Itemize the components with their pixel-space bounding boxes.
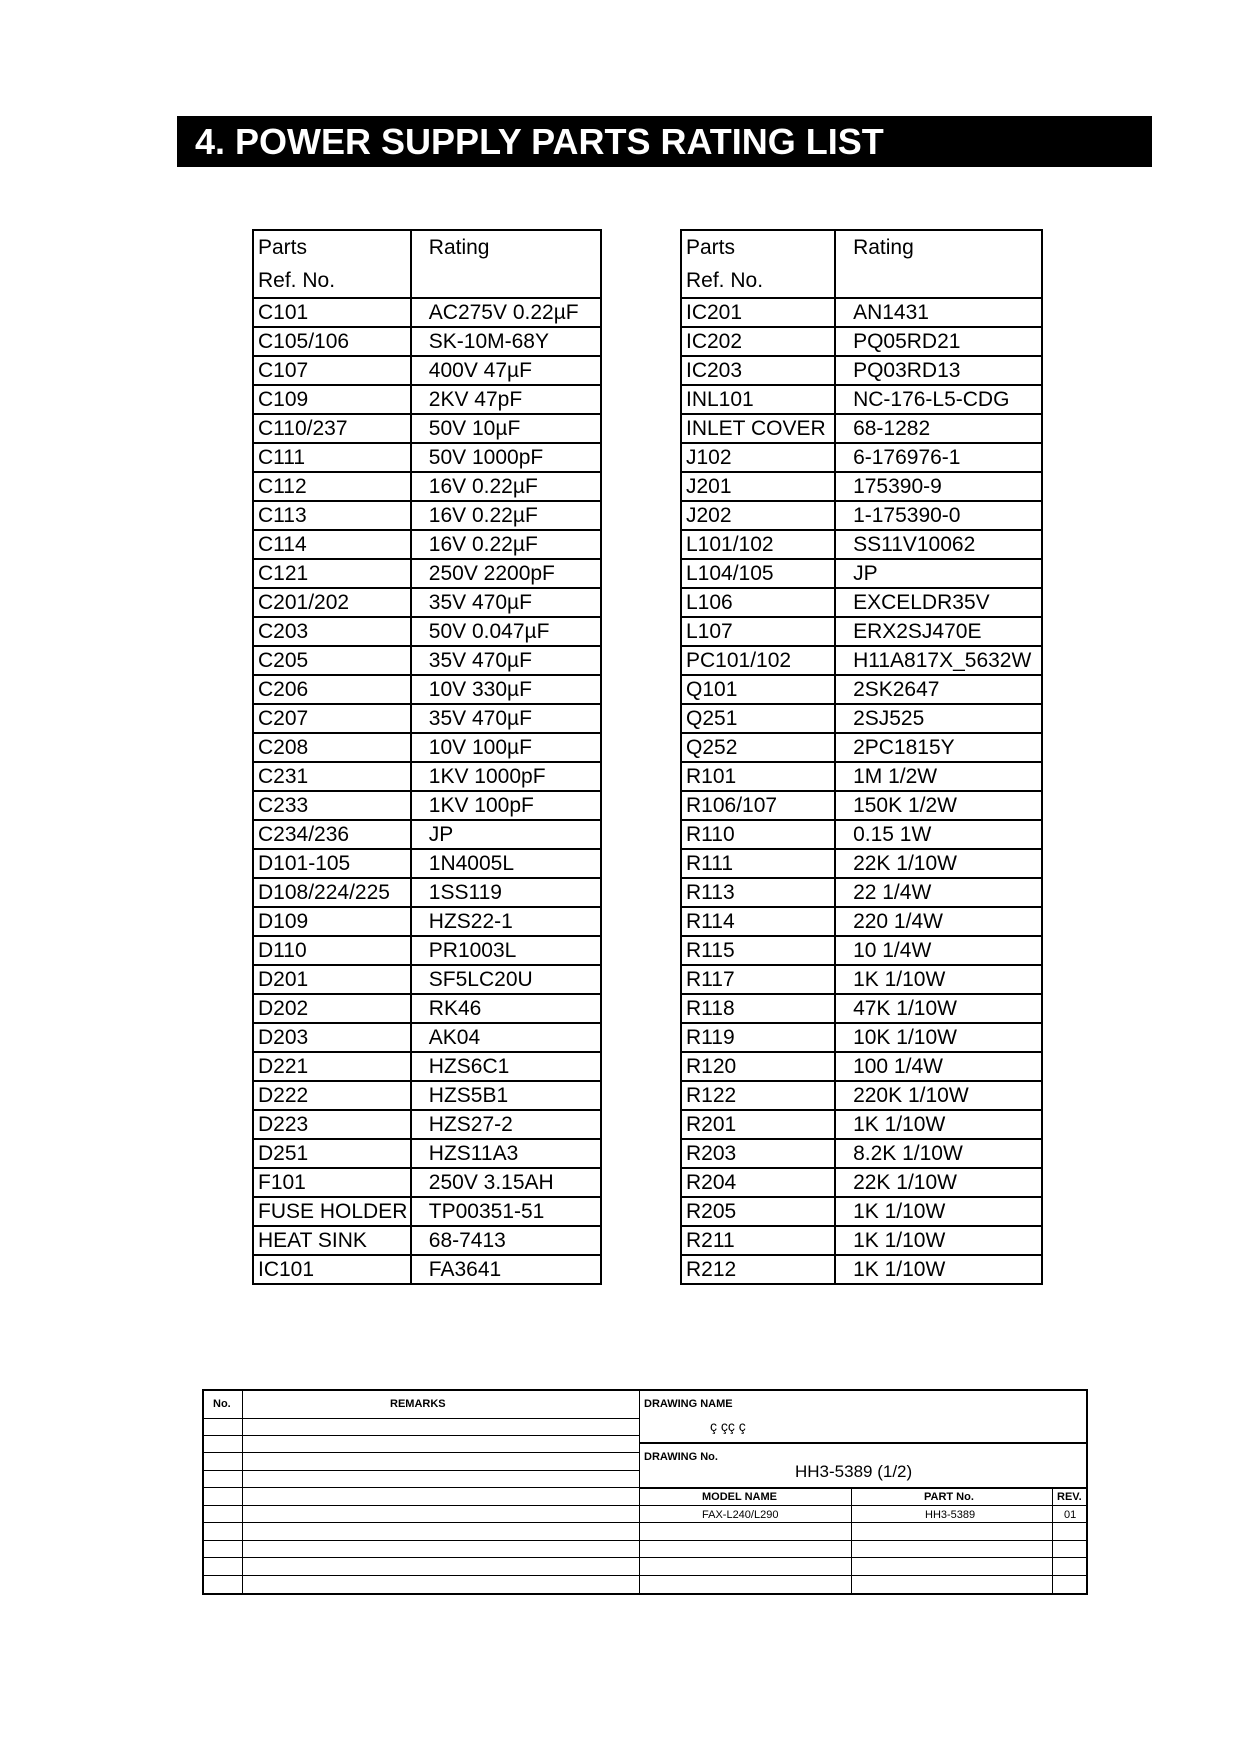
part-rating: HZS11A3 <box>411 1139 601 1168</box>
part-ref-no: C113 <box>253 501 411 530</box>
part-rating: SF5LC20U <box>411 965 601 994</box>
part-ref-no: D251 <box>253 1139 411 1168</box>
part-rating: 2SK2647 <box>835 675 1042 704</box>
part-rating: 1K 1/10W <box>835 1110 1042 1139</box>
part-no-label: PART No. <box>924 1491 974 1503</box>
part-rating: TP00351-51 <box>411 1197 601 1226</box>
table-row <box>253 1255 601 1284</box>
part-ref-no: C107 <box>253 356 411 385</box>
part-ref-no: J102 <box>681 443 835 472</box>
part-ref-no: J201 <box>681 472 835 501</box>
table-row <box>681 733 1042 762</box>
table-row <box>681 936 1042 965</box>
table-row <box>681 1168 1042 1197</box>
part-ref-no: R118 <box>681 994 835 1023</box>
part-rating: HZS6C1 <box>411 1052 601 1081</box>
part-ref-no: IC202 <box>681 327 835 356</box>
part-ref-no: C208 <box>253 733 411 762</box>
part-ref-no: R203 <box>681 1139 835 1168</box>
part-rating: 0.15 1W <box>835 820 1042 849</box>
table-row <box>253 472 601 501</box>
table-row <box>681 820 1042 849</box>
part-rating: 10V 100µF <box>411 733 601 762</box>
table-header-row <box>681 230 1042 298</box>
part-ref-no: R122 <box>681 1081 835 1110</box>
part-rating: HZS22-1 <box>411 907 601 936</box>
part-rating: 250V 2200pF <box>411 559 601 588</box>
part-ref-no: C233 <box>253 791 411 820</box>
part-rating: 10K 1/10W <box>835 1023 1042 1052</box>
part-rating: 35V 470µF <box>411 646 601 675</box>
table-row <box>253 675 601 704</box>
part-ref-no: C121 <box>253 559 411 588</box>
table-row <box>253 327 601 356</box>
part-rating: 1K 1/10W <box>835 965 1042 994</box>
part-rating: PQ03RD13 <box>835 356 1042 385</box>
part-rating: 50V 10µF <box>411 414 601 443</box>
part-rating: 68-7413 <box>411 1226 601 1255</box>
table-row <box>681 791 1042 820</box>
table-row <box>681 1139 1042 1168</box>
rev-value: 01 <box>1064 1509 1077 1521</box>
table-row <box>253 385 601 414</box>
grid-line <box>202 1418 639 1419</box>
page-title: 4. POWER SUPPLY PARTS RATING LIST <box>177 116 1152 167</box>
grid-line <box>202 1540 639 1541</box>
table-row <box>681 994 1042 1023</box>
part-rating: 150K 1/2W <box>835 791 1042 820</box>
table-row <box>681 646 1042 675</box>
part-ref-no: C111 <box>253 443 411 472</box>
header-ref-no-label: Ref. No. <box>686 269 764 292</box>
header-parts-ref-no <box>681 230 835 298</box>
part-ref-no: C207 <box>253 704 411 733</box>
part-rating: 16V 0.22µF <box>411 472 601 501</box>
part-ref-no: R110 <box>681 820 835 849</box>
part-ref-no: D110 <box>253 936 411 965</box>
part-ref-no: C203 <box>253 617 411 646</box>
table-row <box>253 1023 601 1052</box>
part-ref-no: C110/237 <box>253 414 411 443</box>
part-rating: 35V 470µF <box>411 704 601 733</box>
part-ref-no: L106 <box>681 588 835 617</box>
part-rating: 35V 470µF <box>411 588 601 617</box>
grid-line <box>202 1435 639 1436</box>
part-ref-no: R204 <box>681 1168 835 1197</box>
table-row <box>681 762 1042 791</box>
table-row <box>253 559 601 588</box>
model-name-label: MODEL NAME <box>702 1491 777 1503</box>
part-ref-no: C109 <box>253 385 411 414</box>
part-rating: PR1003L <box>411 936 601 965</box>
grid-line <box>202 1522 639 1523</box>
header-rating <box>411 230 601 298</box>
drawing-no-label: DRAWING No. <box>644 1451 718 1463</box>
table-row <box>681 385 1042 414</box>
grid-line <box>639 1487 1088 1489</box>
part-rating: 220K 1/10W <box>835 1081 1042 1110</box>
table-row <box>681 530 1042 559</box>
part-rating: 400V 47µF <box>411 356 601 385</box>
table-row <box>253 791 601 820</box>
rev-label: REV. <box>1057 1491 1082 1503</box>
part-rating: 50V 1000pF <box>411 443 601 472</box>
header-parts-label: Parts <box>686 236 736 259</box>
part-rating: 1M 1/2W <box>835 762 1042 791</box>
part-ref-no: D222 <box>253 1081 411 1110</box>
table-row <box>253 501 601 530</box>
table-row <box>681 1110 1042 1139</box>
table-row <box>681 617 1042 646</box>
part-rating: 47K 1/10W <box>835 994 1042 1023</box>
table-row <box>681 472 1042 501</box>
header-parts-ref-no <box>253 230 411 298</box>
table-row <box>253 298 601 327</box>
part-rating: 2KV 47pF <box>411 385 601 414</box>
part-rating: 16V 0.22µF <box>411 501 601 530</box>
part-ref-no: R113 <box>681 878 835 907</box>
part-ref-no: Q251 <box>681 704 835 733</box>
parts-rating-table-left <box>252 229 602 1285</box>
part-rating: 1K 1/10W <box>835 1255 1042 1284</box>
table-row <box>681 501 1042 530</box>
table-row <box>253 1197 601 1226</box>
part-ref-no: R115 <box>681 936 835 965</box>
table-row <box>681 1255 1042 1284</box>
part-rating: JP <box>835 559 1042 588</box>
part-rating: 1KV 1000pF <box>411 762 601 791</box>
part-ref-no: D223 <box>253 1110 411 1139</box>
part-rating: 175390-9 <box>835 472 1042 501</box>
part-rating: 2PC1815Y <box>835 733 1042 762</box>
part-rating: 22 1/4W <box>835 878 1042 907</box>
part-rating: JP <box>411 820 601 849</box>
part-rating: 100 1/4W <box>835 1052 1042 1081</box>
part-ref-no: R114 <box>681 907 835 936</box>
part-ref-no: D221 <box>253 1052 411 1081</box>
part-rating: FA3641 <box>411 1255 601 1284</box>
table-row <box>253 356 601 385</box>
table-row <box>253 1226 601 1255</box>
table-row <box>681 356 1042 385</box>
table-row <box>253 965 601 994</box>
part-ref-no: R101 <box>681 762 835 791</box>
table-row <box>681 588 1042 617</box>
part-ref-no: R201 <box>681 1110 835 1139</box>
grid-line <box>639 1540 1088 1541</box>
part-ref-no: C112 <box>253 472 411 501</box>
table-row <box>253 994 601 1023</box>
grid-line <box>202 1557 639 1558</box>
part-ref-no: J202 <box>681 501 835 530</box>
table-row <box>681 443 1042 472</box>
part-rating: 1N4005L <box>411 849 601 878</box>
part-ref-no: D201 <box>253 965 411 994</box>
table-row <box>681 675 1042 704</box>
part-ref-no: FUSE HOLDER <box>253 1197 411 1226</box>
part-rating: HZS5B1 <box>411 1081 601 1110</box>
part-rating: 68-1282 <box>835 414 1042 443</box>
table-row <box>253 733 601 762</box>
table-row <box>253 1168 601 1197</box>
grid-line <box>242 1389 243 1595</box>
table-row <box>253 704 601 733</box>
grid-line <box>202 1487 639 1488</box>
part-ref-no: R120 <box>681 1052 835 1081</box>
part-ref-no: C201/202 <box>253 588 411 617</box>
part-ref-no: C234/236 <box>253 820 411 849</box>
table-row <box>681 907 1042 936</box>
part-rating: 6-176976-1 <box>835 443 1042 472</box>
table-row <box>681 878 1042 907</box>
part-ref-no: PC101/102 <box>681 646 835 675</box>
table-row <box>253 936 601 965</box>
grid-line <box>639 1522 1088 1523</box>
table-row <box>253 1052 601 1081</box>
header-parts-label: Parts <box>258 236 308 259</box>
table-row <box>253 443 601 472</box>
table-row <box>681 559 1042 588</box>
grid-line <box>202 1452 639 1453</box>
table-row <box>253 414 601 443</box>
table-row <box>681 327 1042 356</box>
part-rating: 10V 330µF <box>411 675 601 704</box>
part-rating: 1K 1/10W <box>835 1197 1042 1226</box>
part-rating: 22K 1/10W <box>835 849 1042 878</box>
part-no-value: HH3-5389 <box>925 1509 976 1521</box>
part-rating: 1-175390-0 <box>835 501 1042 530</box>
grid-line <box>202 1505 639 1506</box>
table-row <box>681 1226 1042 1255</box>
table-row <box>253 646 601 675</box>
table-row <box>253 1139 601 1168</box>
part-rating: SS11V10062 <box>835 530 1042 559</box>
part-ref-no: R106/107 <box>681 791 835 820</box>
part-ref-no: F101 <box>253 1168 411 1197</box>
part-ref-no: IC101 <box>253 1255 411 1284</box>
table-row <box>253 1081 601 1110</box>
part-ref-no: IC201 <box>681 298 835 327</box>
table-row <box>681 704 1042 733</box>
table-row <box>253 530 601 559</box>
part-ref-no: INL101 <box>681 385 835 414</box>
part-ref-no: D109 <box>253 907 411 936</box>
table-row <box>253 849 601 878</box>
part-rating: ERX2SJ470E <box>835 617 1042 646</box>
part-ref-no: Q101 <box>681 675 835 704</box>
grid-line <box>639 1442 1088 1444</box>
part-ref-no: L101/102 <box>681 530 835 559</box>
part-ref-no: R212 <box>681 1255 835 1284</box>
part-ref-no: D203 <box>253 1023 411 1052</box>
table-row <box>253 1110 601 1139</box>
part-rating: 1SS119 <box>411 878 601 907</box>
header-rating <box>835 230 1042 298</box>
grid-line <box>639 1557 1088 1558</box>
part-rating: AC275V 0.22µF <box>411 298 601 327</box>
part-rating: 10 1/4W <box>835 936 1042 965</box>
part-rating: 2SJ525 <box>835 704 1042 733</box>
header-rating-label: Rating <box>853 236 914 259</box>
part-rating: 16V 0.22µF <box>411 530 601 559</box>
part-ref-no: C206 <box>253 675 411 704</box>
part-ref-no: Q252 <box>681 733 835 762</box>
part-ref-no: D202 <box>253 994 411 1023</box>
part-ref-no: IC203 <box>681 356 835 385</box>
part-ref-no: HEAT SINK <box>253 1226 411 1255</box>
part-rating: 50V 0.047µF <box>411 617 601 646</box>
part-ref-no: R117 <box>681 965 835 994</box>
part-rating: EXCELDR35V <box>835 588 1042 617</box>
table-row <box>681 1197 1042 1226</box>
table-row <box>681 849 1042 878</box>
part-ref-no: R205 <box>681 1197 835 1226</box>
grid-line <box>639 1575 1088 1576</box>
part-ref-no: D101-105 <box>253 849 411 878</box>
remarks-label: REMARKS <box>390 1398 446 1410</box>
part-ref-no: L107 <box>681 617 835 646</box>
part-ref-no: C205 <box>253 646 411 675</box>
table-row <box>681 414 1042 443</box>
drawing-name-value: ç çç ç <box>710 1418 746 1434</box>
part-rating: 1K 1/10W <box>835 1226 1042 1255</box>
part-rating: AK04 <box>411 1023 601 1052</box>
part-ref-no: R119 <box>681 1023 835 1052</box>
table-row <box>681 1023 1042 1052</box>
part-rating: 22K 1/10W <box>835 1168 1042 1197</box>
model-name-value: FAX-L240/L290 <box>702 1509 779 1521</box>
part-rating: 1KV 100pF <box>411 791 601 820</box>
part-rating: 8.2K 1/10W <box>835 1139 1042 1168</box>
part-ref-no: C231 <box>253 762 411 791</box>
part-rating: AN1431 <box>835 298 1042 327</box>
part-ref-no: C101 <box>253 298 411 327</box>
table-row <box>681 1081 1042 1110</box>
part-ref-no: C114 <box>253 530 411 559</box>
part-rating: H11A817X_5632W <box>835 646 1042 675</box>
grid-line <box>639 1389 640 1595</box>
part-rating: 220 1/4W <box>835 907 1042 936</box>
part-rating: RK46 <box>411 994 601 1023</box>
header-rating-label: Rating <box>428 236 490 259</box>
drawing-name-label: DRAWING NAME <box>644 1398 733 1410</box>
header-ref-no-label: Ref. No. <box>258 269 336 292</box>
part-rating: 250V 3.15AH <box>411 1168 601 1197</box>
part-rating: HZS27-2 <box>411 1110 601 1139</box>
part-rating: PQ05RD21 <box>835 327 1042 356</box>
part-ref-no: L104/105 <box>681 559 835 588</box>
part-ref-no: R211 <box>681 1226 835 1255</box>
grid-line <box>202 1575 639 1576</box>
part-ref-no: INLET COVER <box>681 414 835 443</box>
table-row <box>253 820 601 849</box>
parts-rating-table-right <box>680 229 1043 1285</box>
drawing-no-value: HH3-5389 (1/2) <box>795 1462 913 1481</box>
table-row <box>681 1052 1042 1081</box>
part-ref-no: R111 <box>681 849 835 878</box>
part-ref-no: D108/224/225 <box>253 878 411 907</box>
grid-line <box>639 1505 1088 1506</box>
grid-line <box>202 1470 639 1471</box>
part-ref-no: C105/106 <box>253 327 411 356</box>
table-header-row <box>253 230 601 298</box>
table-row <box>681 965 1042 994</box>
table-row <box>253 907 601 936</box>
table-row <box>253 617 601 646</box>
table-row <box>253 762 601 791</box>
table-row <box>253 878 601 907</box>
table-row <box>681 298 1042 327</box>
part-rating: NC-176-L5-CDG <box>835 385 1042 414</box>
table-row <box>253 588 601 617</box>
no-label: No. <box>213 1398 231 1410</box>
part-rating: SK-10M-68Y <box>411 327 601 356</box>
